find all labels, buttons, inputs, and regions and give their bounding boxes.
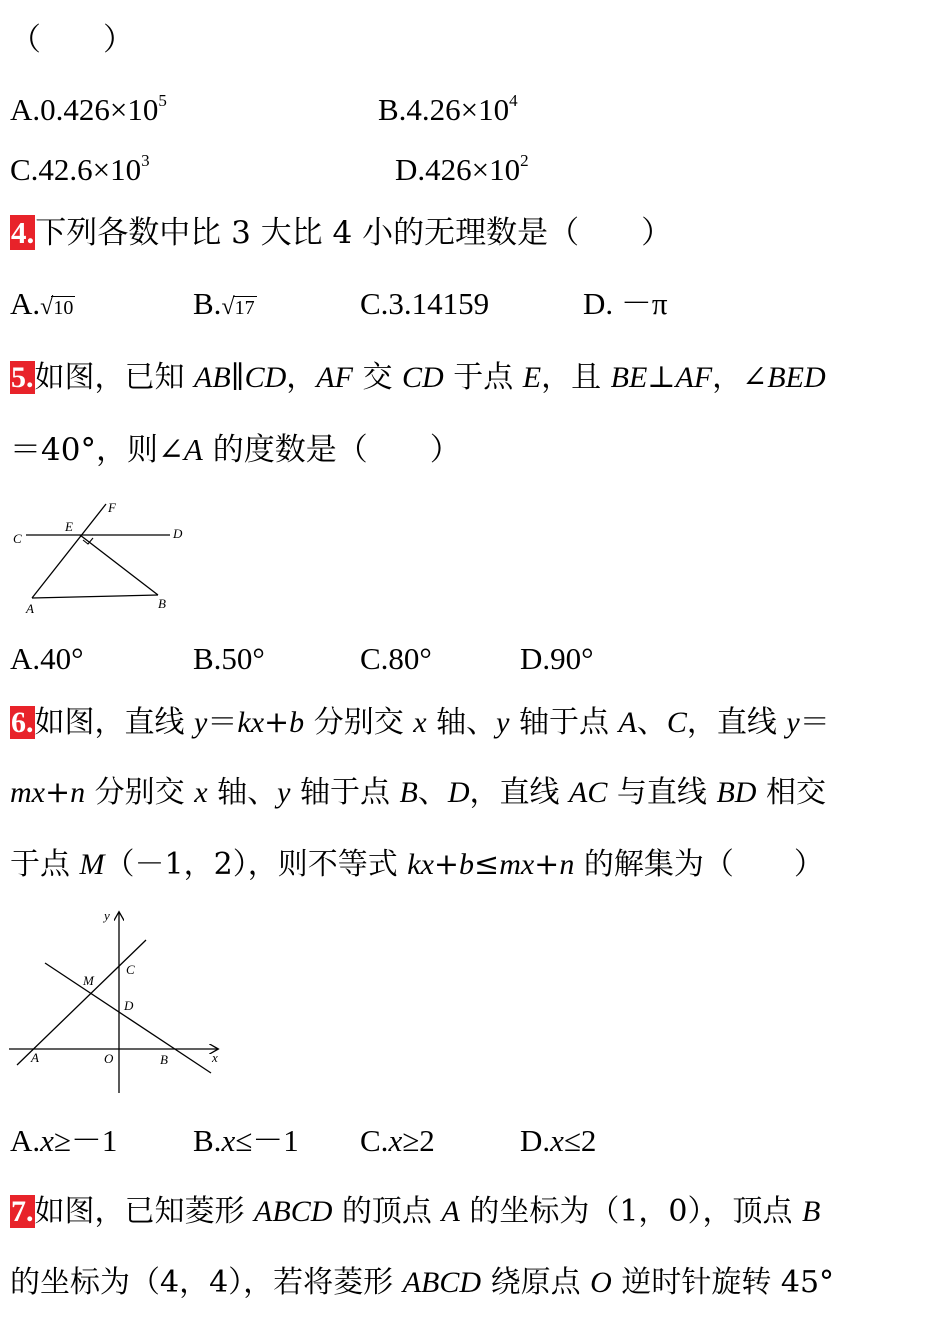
label-a: A [31,1050,39,1065]
q3-option-b: $B.4.26\times 10^4$ [378,91,518,127]
q6-stem-line1: 6.如图，直线 y＝kx+b 分别交 x 轴、y 轴于点 A、C，直线 y＝ [11,705,830,740]
label-f: F [108,500,116,515]
q5-figure [8,495,193,620]
label-b: B [158,596,166,611]
label-a: A [26,601,34,616]
label-c: C [13,531,22,546]
q5-option-a: A.40° [10,641,84,676]
q5-number: 5. [11,361,34,394]
q5-option-d: D.90° [520,641,594,676]
q3-option-c: $C.42.6\times 10^3$ [10,151,150,187]
segment-ab [32,595,158,598]
q4-option-d: D. －π [583,286,668,321]
label-o: O [104,1051,114,1066]
q5-stem-line2: ＝40°，则∠A 的度数是（ ） [10,432,461,468]
q3-bracket: （ ） [10,22,134,58]
q5-option-c: C.80° [360,641,432,676]
q7-stem-line1: 7.如图，已知菱形 ABCD 的顶点 A 的坐标为（1，0），顶点 B [11,1194,821,1229]
label-b: B [160,1052,168,1067]
q6-option-b: B.x≤－1 [193,1123,299,1158]
label-x: x [212,1050,218,1065]
q6-option-a: A.x≥－1 [10,1123,118,1158]
line-bd [45,963,211,1073]
q4-number: 4. [11,215,35,250]
q5-option-b: B.50° [193,641,265,676]
q4-option-a: A.√10 [10,286,74,321]
q3-option-d: $D.426\times 10^2$ [395,151,529,187]
q6-stem-line3: 于点 M（－1，2），则不等式 kx+b≤mx+n 的解集为（ ） [10,847,824,882]
label-c: C [126,962,135,977]
label-m: M [83,973,94,988]
q5-stem-line1: 5.如图，已知 AB∥CD，AF 交 CD 于点 E，且 BE⊥AF，∠BED [11,360,826,395]
label-d: D [173,526,183,541]
q7-stem-line2: 的坐标为（4，4），若将菱形 ABCD 绕原点 O 逆时针旋转 45° [10,1265,835,1300]
q4-stem: 4.下列各数中比 3 大比 4 小的无理数是（ ） [11,215,673,251]
label-y: y [104,908,110,923]
q6-stem-line2: mx+n 分别交 x 轴、y 轴于点 B、D，直线 AC 与直线 BD 相交 [10,775,826,810]
q6-figure [5,905,230,1095]
q4-option-c: C.3.14159 [360,286,490,321]
q4-option-b: B.√17 [193,286,255,321]
q6-number: 6. [11,706,34,739]
q6-option-d: D.x≤2 [520,1123,597,1158]
label-d: D [124,998,134,1013]
q3-option-a: $A.0.426\times 10^5$ [10,91,167,127]
q7-number: 7. [11,1195,34,1228]
segment-eb [80,535,158,595]
q6-option-c: C.x≥2 [360,1123,435,1158]
label-e: E [65,519,73,534]
